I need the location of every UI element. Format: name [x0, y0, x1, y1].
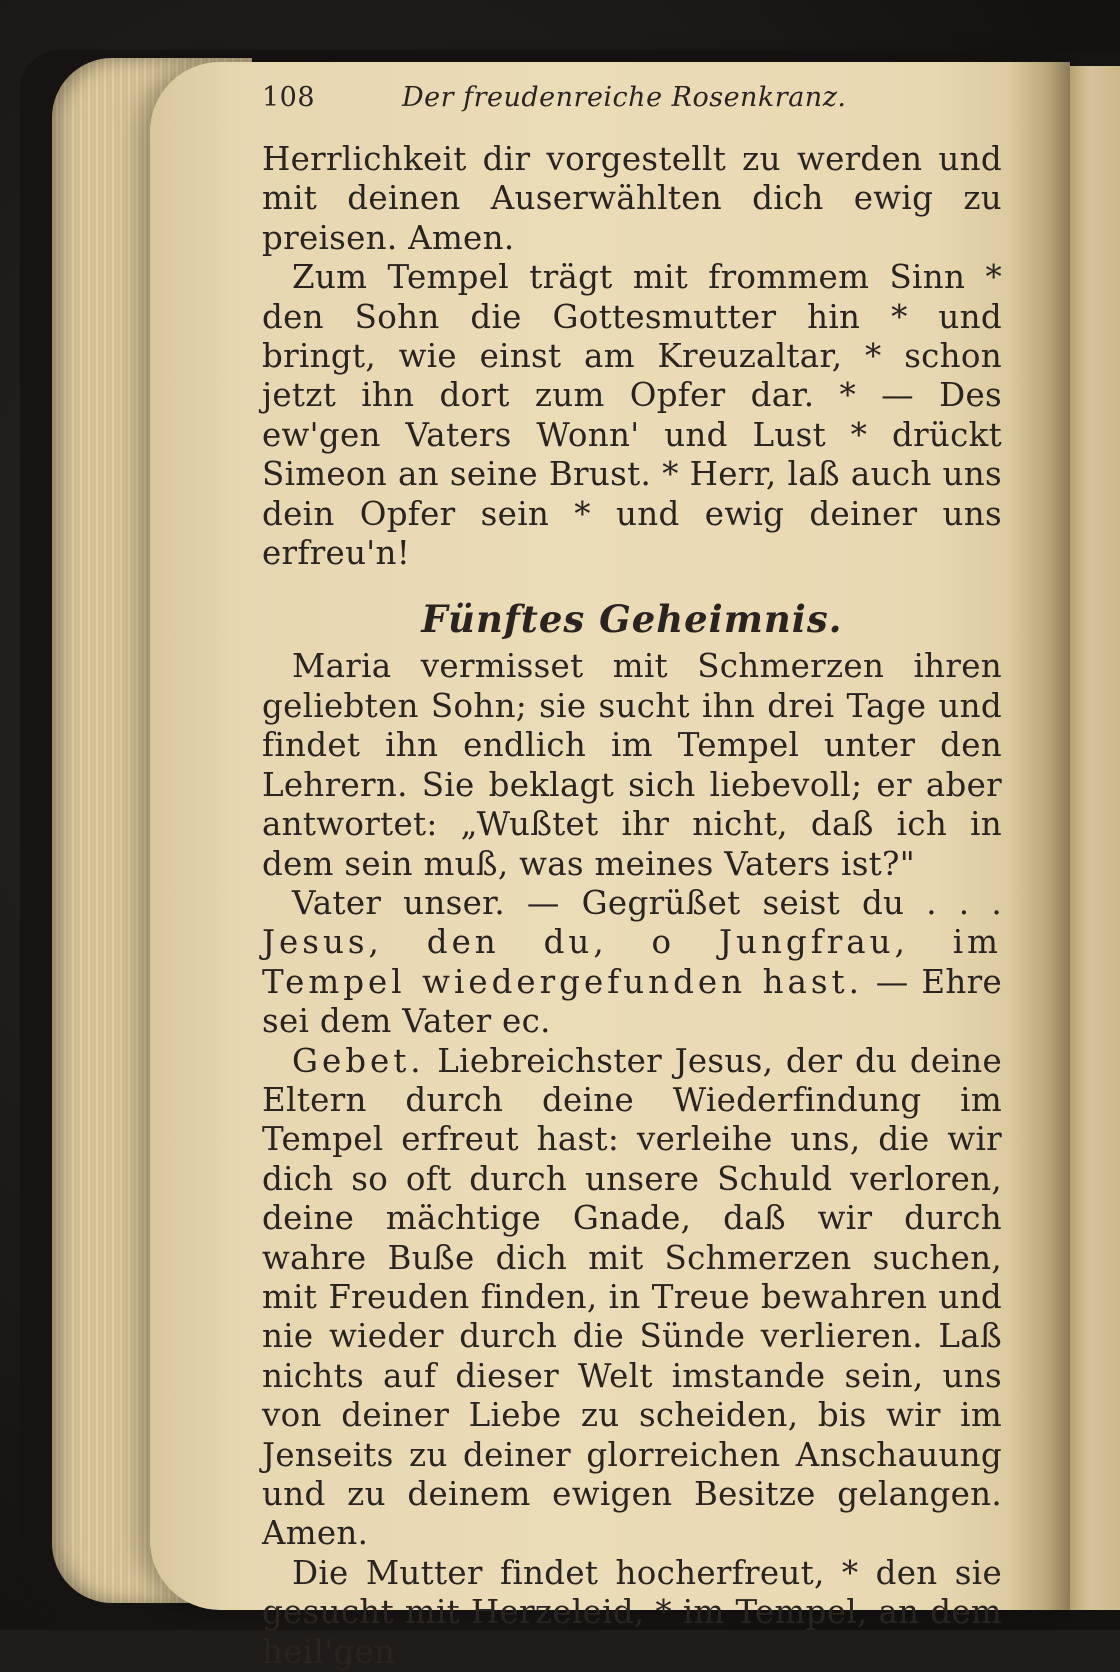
paragraph-closing-verse: Die Mutter findet hocherfreut, * den sie gesucht mit Herzeleid, * im Tempel, an dem heil'gen [262, 1553, 1002, 1671]
section-heading: Fünftes Geheimnis. [421, 597, 843, 642]
paragraph-continuation: Herrlichkeit dir vorgestellt zu werden und mit deinen Auserwählten dich ewig zu preisen. Amen. [262, 140, 1002, 257]
running-title: Der freudenreiche Rosenkranz. [402, 82, 847, 113]
facing-page-edge [1070, 66, 1120, 1610]
paragraph-mystery: Maria vermisset mit Schmerzen ihren geliebten Sohn; sie sucht ihn drei Tage und findet ihn endlich im Tempel unter den Lehrern. Sie beklagt sich liebevoll; er aber antwortet: „Wußtet ihr nicht, daß ich in dem sein muß, was meines Vaters ist?" [262, 647, 1002, 883]
prayer-spaced-text: Jesus, den du, o Jungfrau, im Tempel wiedergefunden hast. [262, 923, 1002, 1001]
paragraph-gebet [262, 1042, 1002, 1554]
page-number: 108 [262, 82, 316, 113]
page-text [262, 82, 1002, 1672]
page-gutter-shadow [1010, 62, 1070, 1610]
page-header [262, 82, 1002, 140]
gebet-label: Gebet. [292, 1041, 425, 1080]
prayer-lead: Vater unser. — Gegrüßet seist du . . . [292, 883, 1002, 922]
paragraph-prayer-intro [262, 884, 1002, 1042]
gebet-text: Liebreichster Jesus, der du deine Eltern durch deine Wiederfindung im Tempel erfreut hast: verleihe uns, die wir dich so oft durch unsere Schuld verloren, deine mächtige Gnade, daß wir durch wahre Buße dich mit Schmerzen suchen, mit Freuden finden, in Treue bewahren und nie wieder durch die Sünde verlieren. Laß nichts auf dieser Welt imstande sein, uns von deiner Liebe zu scheiden, bis wir im Jenseits zu deiner glorreichen Anschauung und zu deinem ewigen Besitze gelangen. Amen. [262, 1041, 1002, 1553]
paragraph-verse: Zum Tempel trägt mit frommem Sinn * den Sohn die Gottesmutter hin * und bringt, wie einst am Kreuzaltar, * schon jetzt ihn dort zum Opfer dar. * — Des ew'gen Vaters Wonn' und Lust * drückt Simeon an seine Brust. * Herr, laß auch uns dein Opfer sein * und ewig deiner uns erfreu'n! [262, 258, 1002, 573]
prayer-tail: — Ehre sei dem Vater ec. [262, 962, 1002, 1041]
